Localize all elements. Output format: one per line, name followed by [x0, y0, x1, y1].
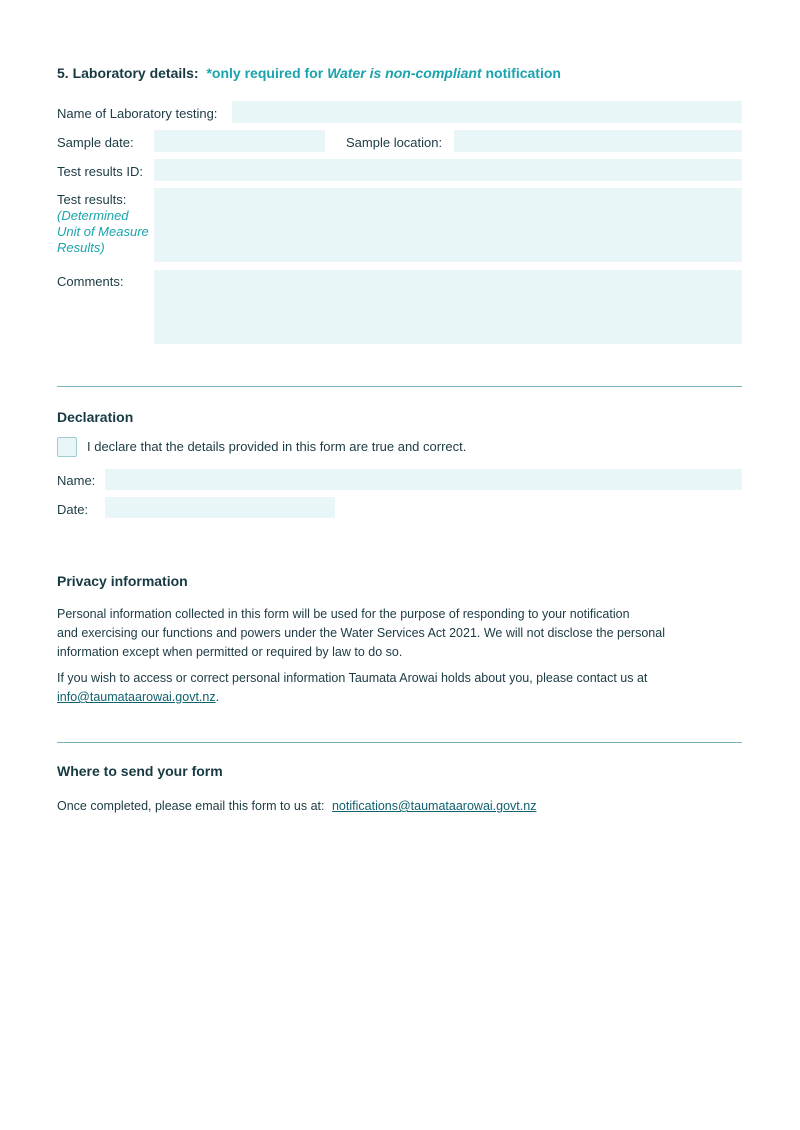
- privacy-para1-line1: Personal information collected in this form will be used for the purpose of responding to your notification: [57, 607, 630, 621]
- sample-location-field[interactable]: [454, 130, 742, 152]
- privacy-para2-line1: If you wish to access or correct personal information Taumata Arowai holds about you, please contact us at: [57, 671, 648, 685]
- privacy-title: Privacy information: [57, 573, 188, 589]
- lab-section-title: [57, 65, 561, 81]
- lab-name-label: Name of Laboratory testing:: [57, 106, 218, 121]
- declaration-checkbox[interactable]: [57, 437, 77, 457]
- declaration-title: Declaration: [57, 409, 134, 425]
- lab-name-field[interactable]: [232, 101, 742, 123]
- lab-section-heading: 5. Laboratory details:: [57, 65, 199, 81]
- send-email-link[interactable]: notifications@taumataarowai.govt.nz: [331, 799, 537, 813]
- sample-date-label: Sample date:: [57, 135, 134, 150]
- declaration-checkbox-label: I declare that the details provided in this form are true and correct.: [87, 439, 467, 454]
- lab-section-note-suffix: notification: [485, 65, 561, 81]
- privacy-email-suffix: .: [215, 690, 220, 704]
- test-results-label: Test results:: [57, 192, 127, 207]
- privacy-para2-line2: [57, 688, 747, 707]
- test-results-field[interactable]: [154, 188, 742, 262]
- sample-date-field[interactable]: [154, 130, 325, 152]
- section-divider-2: [57, 742, 742, 743]
- lab-section-note-prefix: *only required for: [206, 65, 324, 81]
- declaration-name-label: Name:: [57, 473, 96, 488]
- test-results-id-field[interactable]: [154, 159, 742, 181]
- comments-field[interactable]: [154, 270, 742, 344]
- declaration-date-field[interactable]: [105, 497, 335, 518]
- declaration-name-field[interactable]: [105, 469, 742, 490]
- privacy-paragraph-2: [57, 669, 747, 707]
- test-results-id-label: Test results ID:: [57, 164, 143, 179]
- comments-label: Comments:: [57, 274, 124, 289]
- test-results-hint-line3: Results): [57, 240, 105, 255]
- sample-location-label: Sample location:: [346, 135, 443, 150]
- section-divider: [57, 386, 742, 387]
- privacy-para1-line2: and exercising our functions and powers under the Water Services Act 2021. We will not disclose the personal: [57, 626, 665, 640]
- send-line: [57, 798, 536, 814]
- privacy-paragraph-1: [57, 605, 747, 662]
- privacy-email-link[interactable]: info@taumataarowai.govt.nz: [57, 690, 216, 704]
- test-results-hint-line1: (Determined: [57, 208, 129, 223]
- test-results-hint-line2: Unit of Measure: [57, 224, 149, 239]
- lab-section-note-italic: Water is non-compliant: [327, 65, 482, 81]
- declaration-date-label: Date:: [57, 502, 89, 517]
- send-title: Where to send your form: [57, 763, 223, 779]
- privacy-para1-line3: information except when permitted or required by law to do so.: [57, 645, 403, 659]
- send-text: Once completed, please email this form to us at:: [57, 799, 325, 813]
